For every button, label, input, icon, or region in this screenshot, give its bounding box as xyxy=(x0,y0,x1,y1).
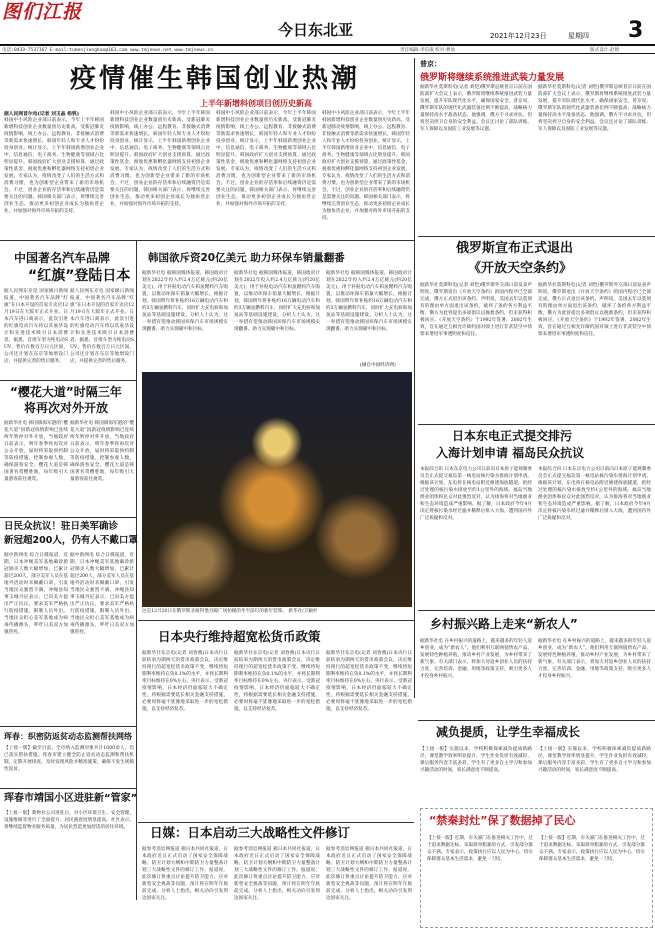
lead-body-col4: 韩国中小风险企业部日前表示，今年上半年韩国新增科技创业企业数量创历史新高。受新冠肺炎疫情影响，线上办公、远程教育、非接触式消费等新需求快速增长，韩国年轻人和专业人才纷纷投身创业。统计显示，上半年韩国新增创业企业中，信息通信、电子商务、生物健康等领域占比明显提升。韩国政府扩大创业支援预算，通过政策性基金、税收优惠和孵化器网络支持初创企业发展。专家认为，疫情改变了人们的生活方式和消费习惯，也为创新型企业带来了新的市场机会。不过，创业企业的存活率和后续融资仍是需要关注的问题。韩国相关部门表示，将继续完善创业生态，推动更多初创企业成长为独角兽企业，并加强对海外市场开拓的支持。 xyxy=(322,111,410,221)
car-headline-1: 中国著名汽车品牌 xyxy=(14,251,111,265)
news-photo xyxy=(142,372,412,607)
photo-caption-text: 这是12月20日在俄罗斯圣彼得堡宫殿广场拍摄的冬至前灯的新年装饰。 xyxy=(142,609,287,614)
section-title: 今日东北亚 xyxy=(278,21,354,39)
rural-body: 据新华社电 在乡村振兴的道路上，越来越多的年轻人返乡创业，成为“新农人”。他们利用互联网销售农产品，发展特色种植养殖，推动乡村产业发展，为乡村带来了新气象。有关部门表示，将加大对返乡创业人员的扶持力度，完善培训、金融、用地等政策支持，吸引更多人才投身乡村振兴。 xyxy=(420,639,532,679)
designer-credit: 版式设计:赵婧 xyxy=(590,48,620,53)
japan-bank-body: 据新华社东京电(记者 刘春燕)日本央行日前结束为期两天的货币政策会议，决定维持现行的超宽松货币政策不变，继续将短期利率维持在负0.1%的水平，并将长期利率目标维持在0%左右。央行表示，受新冠疫情影响，日本经济仍面临较大不确定性，将根据需要延长相关金融支持措施，必要时将毫不犹豫地采取进一步的宽松措施，以支持经济复苏。 xyxy=(142,651,228,712)
cherry-headline-2: 将再次对外开放 xyxy=(24,401,109,415)
cherry-body: 据新华社电 韩国镇海军港的“樱花大道”因新冠疫情影响已连续两年暂停对外开放，当地政府日前表示，明年春季将再次对公众开放，届时将采取预约制等防疫措施，控制参观人数，确保游客安全。樱花大道是韩国著名赏樱胜地，每年吸引大量游客前往观赏。 xyxy=(4,421,68,482)
okinawa-headline-2: 新冠超200人，仍有人不戴口罩 xyxy=(4,535,138,546)
car-headline-2: “红旗”登陆日本 xyxy=(28,268,131,284)
russia2-headline-1: 俄罗斯宣布正式退出 xyxy=(456,241,574,256)
korea-energy-headline: 韩国欲斥资20亿美元 助力环保车销量翻番 xyxy=(148,252,345,264)
hunchun-headline: 珲春：织密防返贫动态监测帮扶网络 xyxy=(4,732,132,741)
russia1-body-col2: 据新华社莫斯科电(记者 刘恺)俄罗斯总统普京日前在国防部扩大会议上表示，俄罗斯将继续系统推进武装力量发展，提升军队现代化水平，确保国家安全。普京说，俄罗斯军队的现代化武器装备比例不断提高，战略核力量保持高水平战备状态。他强调，俄方不寻求对抗，但将坚决捍卫自身的安全利益。会议还讨论了部队训练、军人保障以及国防工业发展等议题。 xyxy=(538,85,651,132)
hunchun-body: 【上接一版】截至目前，全市纳入监测对象共计1000余人，均已落实帮扶措施。珲春市建立健全防止返贫动态监测和帮扶机制，定期开展排查，及时发现风险并精准施策，确保不发生规模性返贫。 xyxy=(4,746,134,772)
issue-weekday: 星期四 xyxy=(568,32,589,40)
poverty-body: 【上接一版】实施以来，学校积极探索减负提质新路径，课堂教学效率明显提升，学生作业负担有效减轻，课后服务内容丰富多彩，学生有了更多自主学习和参加兴趣活动的时间，家长满意度不断提高。 xyxy=(420,747,532,773)
okinawa-body-col2: 据中新网电 综合日媒报道，近期，日本冲绳美军基地确诊新冠肺炎人数大幅增加，已累计超过200人，部分美军人员在基地外活动时未佩戴口罩，引发当地民众强烈不满。冲绳县知事玉城丹尼表示，已向美方提出严正抗议，要求美军严格执行防疫措施，限制人员外出。当地民众担心美军基地成为病毒传播源头，呼吁日美双方加强管控。 xyxy=(70,553,134,635)
issue-date: 2021年12月23日 xyxy=(490,32,547,40)
russia1-headline: 俄罗斯将继续系统推进武装力量发展 xyxy=(420,73,565,83)
rural-headline: 乡村振兴路上走来“新农人” xyxy=(430,617,578,631)
editor-credit: 责任编辑:李信淑 校对:曹仙 xyxy=(400,48,456,53)
car-body-col2: 据人民网东京电 国家级日新闻报道，中国著名汽车品牌“红旗”在日本开设的首家专卖店12月19日在大阪市正式开业。日本汽车进口商表示，此次引进的红旗电动汽车将以其豪华设计和先进技术吸引日本消费者。据悉，首批车型为纯电动SUV，售价在数百万日元区间，公司还计划在东京等地增设门店，并提供完善的售后服务。 xyxy=(70,289,134,364)
okinawa-headline-1: 日民众抗议！驻日美军确诊 xyxy=(4,521,119,532)
banner-body-col2: 【上接一版】近期，有关部门在推进相关工作中，过于追求数据达标，采取简单粗暴的方式，引发部分群众不满。专家表示，政策执行应以人民为中心，切实保障群众基本生活需求，避免一刀切。 xyxy=(539,836,645,862)
lead-body-col3: 韩国中小风险企业部日前表示，今年上半年韩国新增科技创业企业数量创历史新高。受新冠肺炎疫情影响，线上办公、远程教育、非接触式消费等新需求快速增长，韩国年轻人和专业人才纷纷投身创业。统计显示，上半年韩国新增创业企业中，信息通信、电子商务、生物健康等领域占比明显提升。韩国政府扩大创业支援预算，通过政策性基金、税收优惠和孵化器网络支持初创企业发展。专家认为，疫情改变了人们的生活方式和消费习惯，也为创新型企业带来了新的市场机会。不过，创业企业的存活率和后续融资仍是需要关注的问题。韩国相关部门表示，将继续完善创业生态，推动更多初创企业成长为独角兽企业，并加强对海外市场开拓的支持。 xyxy=(216,111,316,207)
poverty-body-col2: 【上接一版】实施以来，学校积极探索减负提质新路径，课堂教学效率明显提升，学生作业负担有效减轻，课后服务内容丰富多彩，学生有了更多自主学习和参加兴趣活动的时间，家长满意度不断提高。 xyxy=(538,747,651,773)
japan-strategy-body-col2: 据参考消息网报道 据日本共同社报道，日本政府近日正式启动了国家安全保障战略、防卫计划大纲和中期防卫力量整备计划三大战略性文件的修订工作。报道说，此次修订将重点讨论提升防卫能力、应对新型安全挑战等问题，预计将在明年年底前完成。分析人士指出，相关动向引发周边国家关注。 xyxy=(234,847,320,901)
banner-headline: “禁秦封灶”保了数据掉了民心 xyxy=(429,814,576,827)
japan-bank-headline: 日本央行维持超宽松货币政策 xyxy=(158,629,321,644)
hunchun2-body: 【上接一版】新物业公司进驻后，对小区环境卫生、安全管理、设施维修等进行了全面提升，居民满意度明显提高。社区表示，将继续监督物业服务质量，为居民营造更加舒适的居住环境。 xyxy=(4,811,134,830)
russia1-body: 据新华社莫斯科电(记者 刘恺)俄罗斯总统普京日前在国防部扩大会议上表示，俄罗斯将继续系统推进武装力量发展，提升军队现代化水平，确保国家安全。普京说，俄罗斯军队的现代化武器装备比例不断提高，战略核力量保持高水平战备状态。他强调，俄方不寻求对抗，但将坚决捍卫自身的安全利益。会议还讨论了部队训练、军人保障以及国防工业发展等议题。 xyxy=(420,85,532,132)
japan-protest-headline-1: 日本东电正式提交排污 xyxy=(452,429,573,443)
russia2-headline-2: 《开放天空条约》 xyxy=(468,261,573,276)
japan-protest-body-col2: 本报综合讯 日本东京电力公司日前向日本原子能规制委员会正式提交福岛第一核电站核污染水排海计划申请。根据该计划，东电将在核电站附近修建海底隧道，把经过处理的核污染水排放至约1公里外的海域。福岛当地渔业团体和民众对此强烈反对，认为排海将对当地渔业和生态环境造成严重影响。据了解，日本政府今年4月决定将核污染水经过滤并稀释后排入大海，遭到国内外广泛质疑和反对。 xyxy=(538,467,651,521)
okinawa-body: 据中新网电 综合日媒报道，近期，日本冲绳美军基地确诊新冠肺炎人数大幅增加，已累计超过200人，部分美军人员在基地外活动时未佩戴口罩，引发当地民众强烈不满。冲绳县知事玉城丹尼表示，已向美方提出严正抗议，要求美军严格执行防疫措施，限制人员外出。当地民众担心美军基地成为病毒传播源头，呼吁日美双方加强管控。 xyxy=(4,553,68,635)
page-number: 3 xyxy=(628,18,644,43)
photo-caption xyxy=(142,609,412,615)
hunchun2-headline: 珲春市靖国小区进驻新“管家” xyxy=(4,793,138,804)
japan-protest-body: 本报综合讯 日本东京电力公司日前向日本原子能规制委员会正式提交福岛第一核电站核污染水排海计划申请。根据该计划，东电将在核电站附近修建海底隧道，把经过处理的核污染水排放至约1公里外的海域。福岛当地渔业团体和民众对此强烈反对，认为排海将对当地渔业和生态环境造成严重影响。据了解，日本政府今年4月决定将核污染水经过滤并稀释后排入大海，遭到国内外广泛质疑和反对。 xyxy=(420,467,532,521)
korea-energy-body: 据新华社电 据韩国媒体报道，韩国政府计划在2022年投入约2.4万亿韩元(约20亿美元)，用于补贴电动汽车和氢燃料汽车购置，以推动环保车销量大幅增长。根据计划，韩国明年将补贴约16万辆电动汽车和约3万辆氢燃料汽车，同时扩大充电桩和加氢站等基础设施建设。分析人士认为，这一举措有望推动韩国环保汽车市场规模实现翻番，助力实现碳中和目标。 xyxy=(142,271,228,332)
russia2-body: 据新华社莫斯科电(记者 刘恺)俄罗斯外交部日前发表声明说，俄罗斯退出《开放天空条约》的国内程序已全部完成，俄方正式退出该条约。声明说，美国去年以莫须有的理由单方面退出该条约，破坏了条约各方利益平衡，俄方为此曾提出多项倡议以挽救条约，但未获得积极回应。《开放天空条约》于1992年签署，2002年生效，旨在通过互相允许缔约国对领土进行非武装空中侦察来增进军事透明度和信任。 xyxy=(420,283,532,337)
lead-body: 韩国中小风险企业部日前表示，今年上半年韩国新增科技创业企业数量创历史新高。受新冠肺炎疫情影响，线上办公、远程教育、非接触式消费等新需求快速增长，韩国年轻人和专业人才纷纷投身创业。统计显示，上半年韩国新增创业企业中，信息通信、电子商务、生物健康等领域占比明显提升。韩国政府扩大创业支援预算，通过政策性基金、税收优惠和孵化器网络支持初创企业发展。专家认为，疫情改变了人们的生活方式和消费习惯，也为创新型企业带来了新的市场机会。不过，创业企业的存活率和后续融资仍是需要关注的问题。韩国相关部门表示，将继续完善创业生态，推动更多初创企业成长为独角兽企业，并加强对海外市场开拓的支持。 xyxy=(4,118,104,214)
japan-strategy-body: 据参考消息网报道 据日本共同社报道，日本政府近日正式启动了国家安全保障战略、防卫计划大纲和中期防卫力量整备计划三大战略性文件的修订工作。报道说，此次修订将重点讨论提升防卫能力、应对新型安全挑战等问题，预计将在明年年底前完成。分析人士指出，相关动向引发周边国家关注。 xyxy=(142,847,228,901)
japan-strategy-headline: 日媒：日本启动三大战略性文件修订 xyxy=(150,825,351,840)
lead-subheadline: 上半年新增科创项目创历史新高 xyxy=(200,99,312,108)
newspaper-logo: 图们江报 xyxy=(2,1,83,23)
japan-protest-headline-2: 入海计划申请 福岛民众抗议 xyxy=(436,446,585,460)
lead-body-col2: 韩国中小风险企业部日前表示，今年上半年韩国新增科技创业企业数量创历史新高。受新冠肺炎疫情影响，线上办公、远程教育、非接触式消费等新需求快速增长，韩国年轻人和专业人才纷纷投身创业。统计显示，上半年韩国新增创业企业中，信息通信、电子商务、生物健康等领域占比明显提升。韩国政府扩大创业支援预算，通过政策性基金、税收优惠和孵化器网络支持初创企业发展。专家认为，疫情改变了人们的生活方式和消费习惯，也为创新型企业带来了新的市场机会。不过，创业企业的存活率和后续融资仍是需要关注的问题。韩国相关部门表示，将继续完善创业生态，推动更多初创企业成长为独角兽企业，并加强对海外市场开拓的支持。 xyxy=(110,111,210,207)
car-body: 据人民网东京电 国家级日新闻报道，中国著名汽车品牌“红旗”在日本开设的首家专卖店12月19日在大阪市正式开业。日本汽车进口商表示，此次引进的红旗电动汽车将以其豪华设计和先进技术吸引日本消费者。据悉，首批车型为纯电动SUV，售价在数百万日元区间，公司还计划在东京等地增设门店，并提供完善的售后服务。 xyxy=(4,289,68,364)
cherry-headline-1: “樱花大道”时隔三年 xyxy=(10,385,122,399)
japan-strategy-body-col3: 据参考消息网报道 据日本共同社报道，日本政府近日正式启动了国家安全保障战略、防卫计划大纲和中期防卫力量整备计划三大战略性文件的修订工作。报道说，此次修订将重点讨论提升防卫能力、应对新型安全挑战等问题，预计将在明年年底前完成。分析人士指出，相关动向引发周边国家关注。 xyxy=(326,847,412,901)
contact-line: 电话:0433-7537167 E-mail:tumenjiangbao@163.com www.tmjnews.net www.tmjnews.cn xyxy=(2,48,214,53)
korea-energy-body-col3: 据新华社电 据韩国媒体报道，韩国政府计划在2022年投入约2.4万亿韩元(约20亿美元)，用于补贴电动汽车和氢燃料汽车购置，以推动环保车销量大幅增长。根据计划，韩国明年将补贴约16万辆电动汽车和约3万辆氢燃料汽车，同时扩大充电桩和加氢站等基础设施建设。分析人士认为，这一举措有望推动韩国环保汽车市场规模实现翻番，助力实现碳中和目标。 xyxy=(326,271,412,332)
russia2-body-col2: 据新华社莫斯科电(记者 刘恺)俄罗斯外交部日前发表声明说，俄罗斯退出《开放天空条约》的国内程序已全部完成，俄方正式退出该条约。声明说，美国去年以莫须有的理由单方面退出该条约，破坏了条约各方利益平衡，俄方为此曾提出多项倡议以挽救条约，但未获得积极回应。《开放天空条约》于1992年签署，2002年生效，旨在通过互相允许缔约国对领土进行非武装空中侦察来增进军事透明度和信任。 xyxy=(538,283,651,337)
banner-box xyxy=(420,808,653,928)
japan-bank-body-col3: 据新华社东京电(记者 刘春燕)日本央行日前结束为期两天的货币政策会议，决定维持现行的超宽松货币政策不变，继续将短期利率维持在负0.1%的水平，并将长期利率目标维持在0%左右。央行表示，受新冠疫情影响，日本经济仍面临较大不确定性，将根据需要延长相关金融支持措施，必要时将毫不犹豫地采取进一步的宽松措施，以支持经济复苏。 xyxy=(326,651,412,712)
rural-body-col2: 据新华社电 在乡村振兴的道路上，越来越多的年轻人返乡创业，成为“新农人”。他们利用互联网销售农产品，发展特色种植养殖，推动乡村产业发展，为乡村带来了新气象。有关部门表示，将加大对返乡创业人员的扶持力度，完善培训、金融、用地等政策支持，吸引更多人才投身乡村振兴。 xyxy=(538,639,651,679)
lead-byline: 据人民网首尔电(记者 刘玉晶 杨钒) xyxy=(4,111,80,117)
russia1-kicker: 普京： xyxy=(420,60,441,68)
poverty-headline: 减负提质，让学生幸福成长 xyxy=(436,725,581,739)
cherry-body-col2: 据新华社电 韩国镇海军港的“樱花大道”因新冠疫情影响已连续两年暂停对外开放，当地政府日前表示，明年春季将再次对公众开放，届时将采取预约制等防疫措施，控制参观人数，确保游客安全。樱花大道是韩国著名赏樱胜地，每年吸引大量游客前往观赏。 xyxy=(70,421,134,482)
masthead xyxy=(0,0,655,52)
korea-energy-source: (摘自中国经济网) xyxy=(360,363,396,368)
banner-body: 【上接一版】近期，有关部门在推进相关工作中，过于追求数据达标，采取简单粗暴的方式，引发部分群众不满。专家表示，政策执行应以人民为中心，切实保障群众基本生活需求，避免一刀切。 xyxy=(427,836,533,862)
korea-energy-body-col2: 据新华社电 据韩国媒体报道，韩国政府计划在2022年投入约2.4万亿韩元(约20亿美元)，用于补贴电动汽车和氢燃料汽车购置，以推动环保车销量大幅增长。根据计划，韩国明年将补贴约16万辆电动汽车和约3万辆氢燃料汽车，同时扩大充电桩和加氢站等基础设施建设。分析人士认为，这一举措有望推动韩国环保汽车市场规模实现翻番，助力实现碳中和目标。 xyxy=(234,271,320,332)
lead-headline: 疫情催生韩国创业热潮 xyxy=(70,64,361,94)
photo-credit: 新华社/卫颖杉 xyxy=(288,609,318,614)
japan-bank-body-col2: 据新华社东京电(记者 刘春燕)日本央行日前结束为期两天的货币政策会议，决定维持现行的超宽松货币政策不变，继续将短期利率维持在负0.1%的水平，并将长期利率目标维持在0%左右。央行表示，受新冠疫情影响，日本经济仍面临较大不确定性，将根据需要延长相关金融支持措施，必要时将毫不犹豫地采取进一步的宽松措施，以支持经济复苏。 xyxy=(234,651,320,712)
